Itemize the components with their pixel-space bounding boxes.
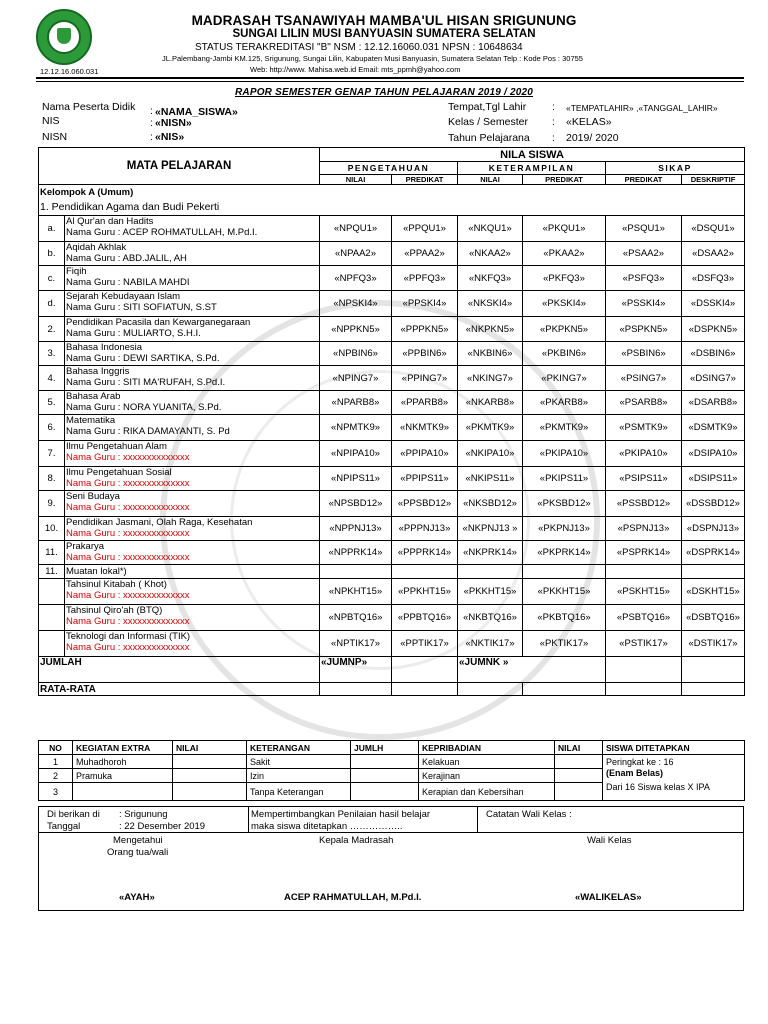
grade-cell: «NKSKI4»	[458, 291, 523, 317]
subject-cell	[65, 342, 320, 366]
grade-cell: «PPIPS11»	[392, 467, 458, 491]
grade-cell: «PKKHT15»	[458, 579, 523, 605]
grade-cell: «NPFQ3»	[320, 266, 392, 291]
school-code: 12.12.16.060.031	[40, 67, 99, 76]
grade-cell: «NKIPS11»	[458, 467, 523, 491]
grade-cell: «PSAA2»	[606, 242, 682, 266]
grade-cell: «NPIPS11»	[320, 467, 392, 491]
parent-title: Mengetahui	[113, 835, 163, 846]
subject-cell	[65, 391, 320, 415]
extra-header-activity: KEGIATAN EXTRA	[73, 741, 173, 755]
consider-text: Mempertimbangkan Penilaian hasil belajar	[251, 809, 431, 820]
grade-cell: «NPARB8»	[320, 391, 392, 415]
report-title: RAPOR SEMESTER GENAP TAHUN PELAJARAN 2019 / 2020	[234, 87, 533, 98]
subject-name: Ilmu Pengetahuan Alam	[66, 441, 167, 452]
teacher-name: Nama Guru : DEWI SARTIKA, S.Pd.	[66, 353, 220, 364]
subject-row	[39, 517, 745, 541]
grade-cell: «NPQU1»	[320, 216, 392, 242]
header-divider	[36, 77, 744, 79]
grade-cell: «PKQU1»	[523, 216, 606, 242]
grade-cell: «NKFQ3»	[458, 266, 523, 291]
extra-row-activity: Pramuka	[73, 769, 173, 783]
grade-cell: «PPTIK17»	[392, 631, 458, 657]
parent-name: «AYAH»	[119, 892, 155, 903]
extra-header-decision: SISWA DITETAPKAN	[603, 741, 745, 755]
subject-row	[39, 391, 745, 415]
subject-row	[39, 415, 745, 441]
total-knowledge: «JUMNP»	[320, 657, 392, 683]
subject-no: c.	[39, 266, 65, 291]
class-label: Kelas / Semester	[448, 116, 528, 128]
subject-name: Tahsinul Qiro'ah (BTQ)	[66, 605, 163, 616]
grade-cell: «NKAA2»	[458, 242, 523, 266]
skill-header: KETERAMPILAN	[458, 162, 606, 175]
extra-header-score: NILAI	[173, 741, 247, 755]
grade-cell: «PKPRK14»	[523, 541, 606, 565]
grade-cell: «DSPRK14»	[682, 541, 745, 565]
total-label: JUMLAH	[39, 657, 320, 683]
subject-name: Bahasa Inggris	[66, 366, 130, 377]
subject-no: 3.	[39, 342, 65, 366]
grade-cell: «PKIPA10»	[523, 441, 606, 467]
grade-cell: «DSARB8»	[682, 391, 745, 415]
extra-table	[38, 740, 745, 801]
predikat-header: PREDIKAT	[392, 175, 458, 185]
subject-cell	[65, 541, 320, 565]
subject-cell	[65, 242, 320, 266]
grade-cell: «PKSBD12»	[523, 491, 606, 517]
extra-row-activity: Muhadhoroh	[73, 755, 173, 769]
teacher-name: Nama Guru : ACEP ROHMATULLAH, M.Pd.I.	[66, 227, 258, 238]
average-label: RATA-RATA	[39, 683, 320, 696]
extra-row-personality: Kerajinan	[419, 769, 555, 783]
grade-cell: «DSTIK17»	[682, 631, 745, 657]
parent-title-2: Orang tua/wali	[107, 847, 169, 858]
grade-cell: «NPPRK14»	[320, 541, 392, 565]
grade-cell: «NKMTK9»	[392, 415, 458, 441]
grade-cell: «PSPRK14»	[606, 541, 682, 565]
teacher-name: Nama Guru : xxxxxxxxxxxxxx	[66, 528, 190, 539]
school-address: JL.Palembang-Jambi KM.125, Srigunung, Sungai Lilin, Kabupaten Musi Banyuasin, Sumatera Selatan Telp : Kode Pos : 30755	[162, 54, 583, 63]
subject-row	[39, 366, 745, 391]
grade-cell: «PKMTK9»	[458, 415, 523, 441]
subject-row	[39, 579, 745, 605]
teacher-name: Nama Guru : MULIARTO, S.H.I.	[66, 328, 201, 339]
subject-row	[39, 541, 745, 565]
grade-cell: «PSIPS11»	[606, 467, 682, 491]
grade-cell: «NPPKN5»	[320, 317, 392, 342]
grade-cell: «PPPKN5»	[392, 317, 458, 342]
grade-cell: «DSBIN6»	[682, 342, 745, 366]
subject-name: Fiqih	[66, 266, 87, 277]
school-name: MADRASAH TSANAWIYAH MAMBA'UL HISAN SRIGUNUNG	[191, 13, 577, 28]
grade-cell: «NPSBD12»	[320, 491, 392, 517]
teacher-name: Nama Guru : NABILA MAHDI	[66, 277, 190, 288]
subject-no: b.	[39, 242, 65, 266]
grade-cell: «NPKHT15»	[320, 579, 392, 605]
grade-cell: «PPFQ3»	[392, 266, 458, 291]
grade-cell: «PPBTQ16»	[392, 605, 458, 631]
subject-row	[39, 317, 745, 342]
grade-cell: «DSFQ3»	[682, 266, 745, 291]
subject-name: Pendidikan Jasmani, Olah Raga, Kesehatan	[66, 517, 253, 528]
subject-no: a.	[39, 216, 65, 242]
grade-cell: «DSMTK9»	[682, 415, 745, 441]
grade-cell: «DSQU1»	[682, 216, 745, 242]
grade-cell: «PPPRK14»	[392, 541, 458, 565]
subject-no: 9.	[39, 491, 65, 517]
grade-cell: «PKBTQ16»	[523, 605, 606, 631]
grade-cell: «PSBTQ16»	[606, 605, 682, 631]
subject-cell	[65, 266, 320, 291]
grade-cell: «PSTIK17»	[606, 631, 682, 657]
grade-cell: «NKSBD12»	[458, 491, 523, 517]
teacher-name: Nama Guru : xxxxxxxxxxxxxx	[66, 552, 190, 563]
subject-row	[39, 242, 745, 266]
subject-no: 8.	[39, 467, 65, 491]
grade-cell: «PPSKI4»	[392, 291, 458, 317]
date-value: : 22 Desember 2019	[119, 821, 206, 832]
subject-name: Ilmu Pengetahuan Sosial	[66, 467, 172, 478]
principal-name: ACEP RAHMATULLAH, M.Pd.I.	[284, 892, 422, 903]
group-a-label: Kelompok A (Umum)	[39, 185, 745, 200]
subject-name: Bahasa Indonesia	[66, 342, 143, 353]
grade-cell: «PSARB8»	[606, 391, 682, 415]
extra-row-remark: Tanpa Keterangan	[247, 783, 351, 801]
grade-cell: «PSING7»	[606, 366, 682, 391]
grade-cell: «DSIPA10»	[682, 441, 745, 467]
grade-cell: «PKFQ3»	[523, 266, 606, 291]
subject-cell	[65, 467, 320, 491]
teacher-name: Nama Guru : xxxxxxxxxxxxxx	[66, 616, 190, 627]
grade-cell: «NPMTK9»	[320, 415, 392, 441]
grade-cell: «PKAA2»	[523, 242, 606, 266]
grades-table	[38, 147, 745, 696]
rank-words: (Enam Belas)	[606, 768, 664, 778]
subject-cell	[65, 291, 320, 317]
subject-row	[39, 605, 745, 631]
grade-cell: «PKSKI4»	[523, 291, 606, 317]
grade-cell: «DSKHT15»	[682, 579, 745, 605]
subject-cell	[65, 605, 320, 631]
grade-cell: «NPIPA10»	[320, 441, 392, 467]
grade-cell: «PKIPA10»	[606, 441, 682, 467]
subject-cell	[65, 317, 320, 342]
nis-value: «NISN»	[155, 117, 192, 129]
grade-cell: «PPIPA10»	[392, 441, 458, 467]
grade-cell: «PSBIN6»	[606, 342, 682, 366]
attitude-header: SIKAP	[606, 162, 745, 175]
principal-title: Kepala Madrasah	[319, 835, 394, 846]
header-divider-thin	[36, 81, 744, 82]
grade-cell: «PSSKI4»	[606, 291, 682, 317]
subject-no: d.	[39, 291, 65, 317]
total-skill: «JUMNK »	[458, 657, 606, 683]
grade-cell: «NKARB8»	[458, 391, 523, 415]
grade-cell: «PPING7»	[392, 366, 458, 391]
subject-no: 7.	[39, 441, 65, 467]
subject-header: MATA PELAJARAN	[39, 148, 320, 185]
school-region: SUNGAI LILIN MUSI BANYUASIN SUMATERA SELATAN	[232, 28, 536, 40]
nisn-value: «NIS»	[155, 131, 185, 143]
subject-cell	[65, 415, 320, 441]
subject-row	[39, 266, 745, 291]
knowledge-header: PENGETAHUAN	[320, 162, 458, 175]
rank-line: Peringkat ke : 16	[606, 757, 674, 767]
grade-cell: «PPQU1»	[392, 216, 458, 242]
grade-cell: «NPTIK17»	[320, 631, 392, 657]
grade-cell: «NPPNJ13»	[320, 517, 392, 541]
grade-cell: «PKTIK17»	[523, 631, 606, 657]
predikat-header: PREDIKAT	[606, 175, 682, 185]
teacher-name: Nama Guru : NORA YUANITA, S.Pd.	[66, 402, 222, 413]
subject-no: 4.	[39, 366, 65, 391]
grade-cell: «NKPRK14»	[458, 541, 523, 565]
subject-row	[39, 216, 745, 242]
rank-total: Dari 16 Siswa kelas X IPA	[606, 782, 710, 792]
subject-name: Tahsinul Kitabah ( Khot)	[66, 579, 167, 590]
grade-cell: «DSSKI4»	[682, 291, 745, 317]
date-label: Tanggal	[47, 821, 81, 832]
grade-cell: «PPBIN6»	[392, 342, 458, 366]
subject-row	[39, 467, 745, 491]
name-label: Nama Peserta Didik	[42, 101, 136, 113]
extra-row-no: 1	[39, 755, 73, 769]
given-at-value: : Srigunung	[119, 809, 168, 820]
grade-cell: «NKBTQ16»	[458, 605, 523, 631]
extra-header-personality: KEPRIBADIAN	[419, 741, 555, 755]
grade-cell: «NKPKN5»	[458, 317, 523, 342]
subject-name: Teknologi dan Informasi (TIK)	[66, 631, 191, 642]
subject-name: Sejarah Kebudayaan Islam	[66, 291, 181, 302]
grade-cell: «DSIPS11»	[682, 467, 745, 491]
deskripsi-header: DESKRIPTIF	[682, 175, 745, 185]
extra-header-count: JUMLH	[351, 741, 419, 755]
subject-no	[39, 579, 65, 605]
subject-no	[39, 605, 65, 631]
year-value: 2019/ 2020	[566, 132, 619, 144]
subject-no	[39, 631, 65, 657]
subject-no: 6.	[39, 415, 65, 441]
local-group-label: Muatan lokal*)	[65, 565, 320, 579]
teacher-name: Nama Guru : xxxxxxxxxxxxxx	[66, 452, 190, 463]
grade-cell: «PPSBD12»	[392, 491, 458, 517]
grade-cell: «PKPKN5»	[523, 317, 606, 342]
subject-cell	[65, 491, 320, 517]
religion-group-label: 1. Pendidikan Agama dan Budi Pekerti	[39, 200, 745, 216]
nis-label: NIS	[42, 115, 60, 127]
subject-row	[39, 291, 745, 317]
teacher-name: Nama Guru : xxxxxxxxxxxxxx	[66, 502, 190, 513]
subject-no: 10.	[39, 517, 65, 541]
grade-cell: «PSKHT15»	[606, 579, 682, 605]
teacher-name: Nama Guru : xxxxxxxxxxxxxx	[66, 478, 190, 489]
extra-row-activity	[73, 783, 173, 801]
grade-cell: «DSSBD12»	[682, 491, 745, 517]
subject-cell	[65, 366, 320, 391]
subject-row	[39, 631, 745, 657]
nisn-label: NISN	[42, 131, 68, 143]
birth-label: Tempat,Tgl Lahir	[448, 101, 527, 113]
grade-cell: «PKING7»	[523, 366, 606, 391]
homeroom-note: Catatan Wali Kelas :	[486, 809, 572, 820]
subject-row	[39, 491, 745, 517]
subject-cell	[65, 441, 320, 467]
grade-cell: «NPBIN6»	[320, 342, 392, 366]
extra-header-remark: KETERANGAN	[247, 741, 351, 755]
grade-cell: «NKBIN6»	[458, 342, 523, 366]
extra-header-no: NO	[39, 741, 73, 755]
subject-no: 5.	[39, 391, 65, 415]
extra-row-no: 3	[39, 783, 73, 801]
grade-cell: «PKIPS11»	[523, 467, 606, 491]
grade-cell: «PSPKN5»	[606, 317, 682, 342]
grade-cell: «NKQU1»	[458, 216, 523, 242]
extra-row-remark: Sakit	[247, 755, 351, 769]
extra-row-no: 2	[39, 769, 73, 783]
grade-cell: «PSMTK9»	[606, 415, 682, 441]
school-accreditation: STATUS TERAKREDITASI "B" NSM : 12.12.16060.031 NPSN : 10648634	[195, 42, 523, 53]
grade-cell: «DSAA2»	[682, 242, 745, 266]
signature-block	[38, 806, 744, 911]
subject-row	[39, 342, 745, 366]
grade-cell: «PKBIN6»	[523, 342, 606, 366]
teacher-name: Nama Guru : xxxxxxxxxxxxxx	[66, 590, 190, 601]
grade-cell: «PSQU1»	[606, 216, 682, 242]
grade-cell: «PKARB8»	[523, 391, 606, 415]
subject-cell	[65, 631, 320, 657]
grade-cell: «DSPKN5»	[682, 317, 745, 342]
local-group-no: 11.	[39, 565, 65, 579]
teacher-name: Nama Guru : RIKA DAMAYANTI, S. Pd	[66, 426, 230, 437]
subject-cell	[65, 579, 320, 605]
class-value: «KELAS»	[566, 116, 612, 128]
subject-name: Pendidikan Pacasila dan Kewarganegaraan	[66, 317, 251, 328]
grade-cell: «PPPNJ13»	[392, 517, 458, 541]
grade-cell: «PPARB8»	[392, 391, 458, 415]
grade-cell: «PPKHT15»	[392, 579, 458, 605]
subject-no: 2.	[39, 317, 65, 342]
nilai-header: NILAI	[320, 175, 392, 185]
teacher-name: Nama Guru : SITI MA'RUFAH, S.Pd.I.	[66, 377, 226, 388]
grade-cell: «PSSBD12»	[606, 491, 682, 517]
grade-cell: «NPING7»	[320, 366, 392, 391]
school-web: Web: http://www. Mahisa.web.id Email: mts_ppmh@yahoo.com	[250, 65, 461, 74]
subject-row	[39, 441, 745, 467]
predikat-header: PREDIKAT	[523, 175, 606, 185]
given-at-label: Di berikan di	[47, 809, 100, 820]
grade-cell: «NPAA2»	[320, 242, 392, 266]
teacher-name: Nama Guru : ABD.JALIL, AH	[66, 253, 187, 264]
extra-header-personality-score: NILAI	[555, 741, 603, 755]
homeroom-name: «WALIKELAS»	[575, 892, 642, 903]
nilai-header: NILAI	[458, 175, 523, 185]
grade-cell: «PPAA2»	[392, 242, 458, 266]
grade-cell: «NPSKI4»	[320, 291, 392, 317]
homeroom-title: Wali Kelas	[587, 835, 632, 846]
grade-cell: «PKMTK9»	[523, 415, 606, 441]
grade-cell: «PKPNJ13»	[523, 517, 606, 541]
subject-name: Al Qur'an dan Hadits	[66, 216, 154, 227]
consider-text-2: maka siswa ditetapkan ……………..	[251, 821, 403, 832]
teacher-name: Nama Guru : SITI SOFIATUN, S.ST	[66, 302, 217, 313]
subject-name: Matematika	[66, 415, 116, 426]
grade-cell: «NKING7»	[458, 366, 523, 391]
subject-name: Aqidah Akhlak	[66, 242, 127, 253]
extra-row-remark: Izin	[247, 769, 351, 783]
birth-value: «TEMPATLAHIR» ,«TANGGAL_LAHIR»	[566, 103, 718, 113]
extra-row-personality: Kelakuan	[419, 755, 555, 769]
subject-name: Prakarya	[66, 541, 105, 552]
subject-name: Bahasa Arab	[66, 391, 121, 402]
name-value: «NAMA_SISWA»	[155, 106, 238, 118]
grade-cell: «NPBTQ16»	[320, 605, 392, 631]
subject-name: Seni Budaya	[66, 491, 120, 502]
year-label: Tahun Pelajarana	[448, 132, 530, 144]
extra-row-personality: Kerapian dan Kebersihan	[419, 783, 555, 801]
grade-cell: «DSBTQ16»	[682, 605, 745, 631]
group-header: NILA SISWA	[320, 148, 745, 162]
subject-no: 11.	[39, 541, 65, 565]
grade-cell: «NKIPA10»	[458, 441, 523, 467]
grade-cell: «NKTIK17»	[458, 631, 523, 657]
grade-cell: «PSFQ3»	[606, 266, 682, 291]
grade-cell: «DSPNJ13»	[682, 517, 745, 541]
grade-cell: «PSPNJ13»	[606, 517, 682, 541]
grade-cell: «NKPNJ13 »	[458, 517, 523, 541]
teacher-name: Nama Guru : xxxxxxxxxxxxxx	[66, 642, 190, 653]
grade-cell: «DSING7»	[682, 366, 745, 391]
subject-cell	[65, 216, 320, 242]
rank-box	[603, 755, 745, 801]
subject-cell	[65, 517, 320, 541]
grade-cell: «PKKHT15»	[523, 579, 606, 605]
